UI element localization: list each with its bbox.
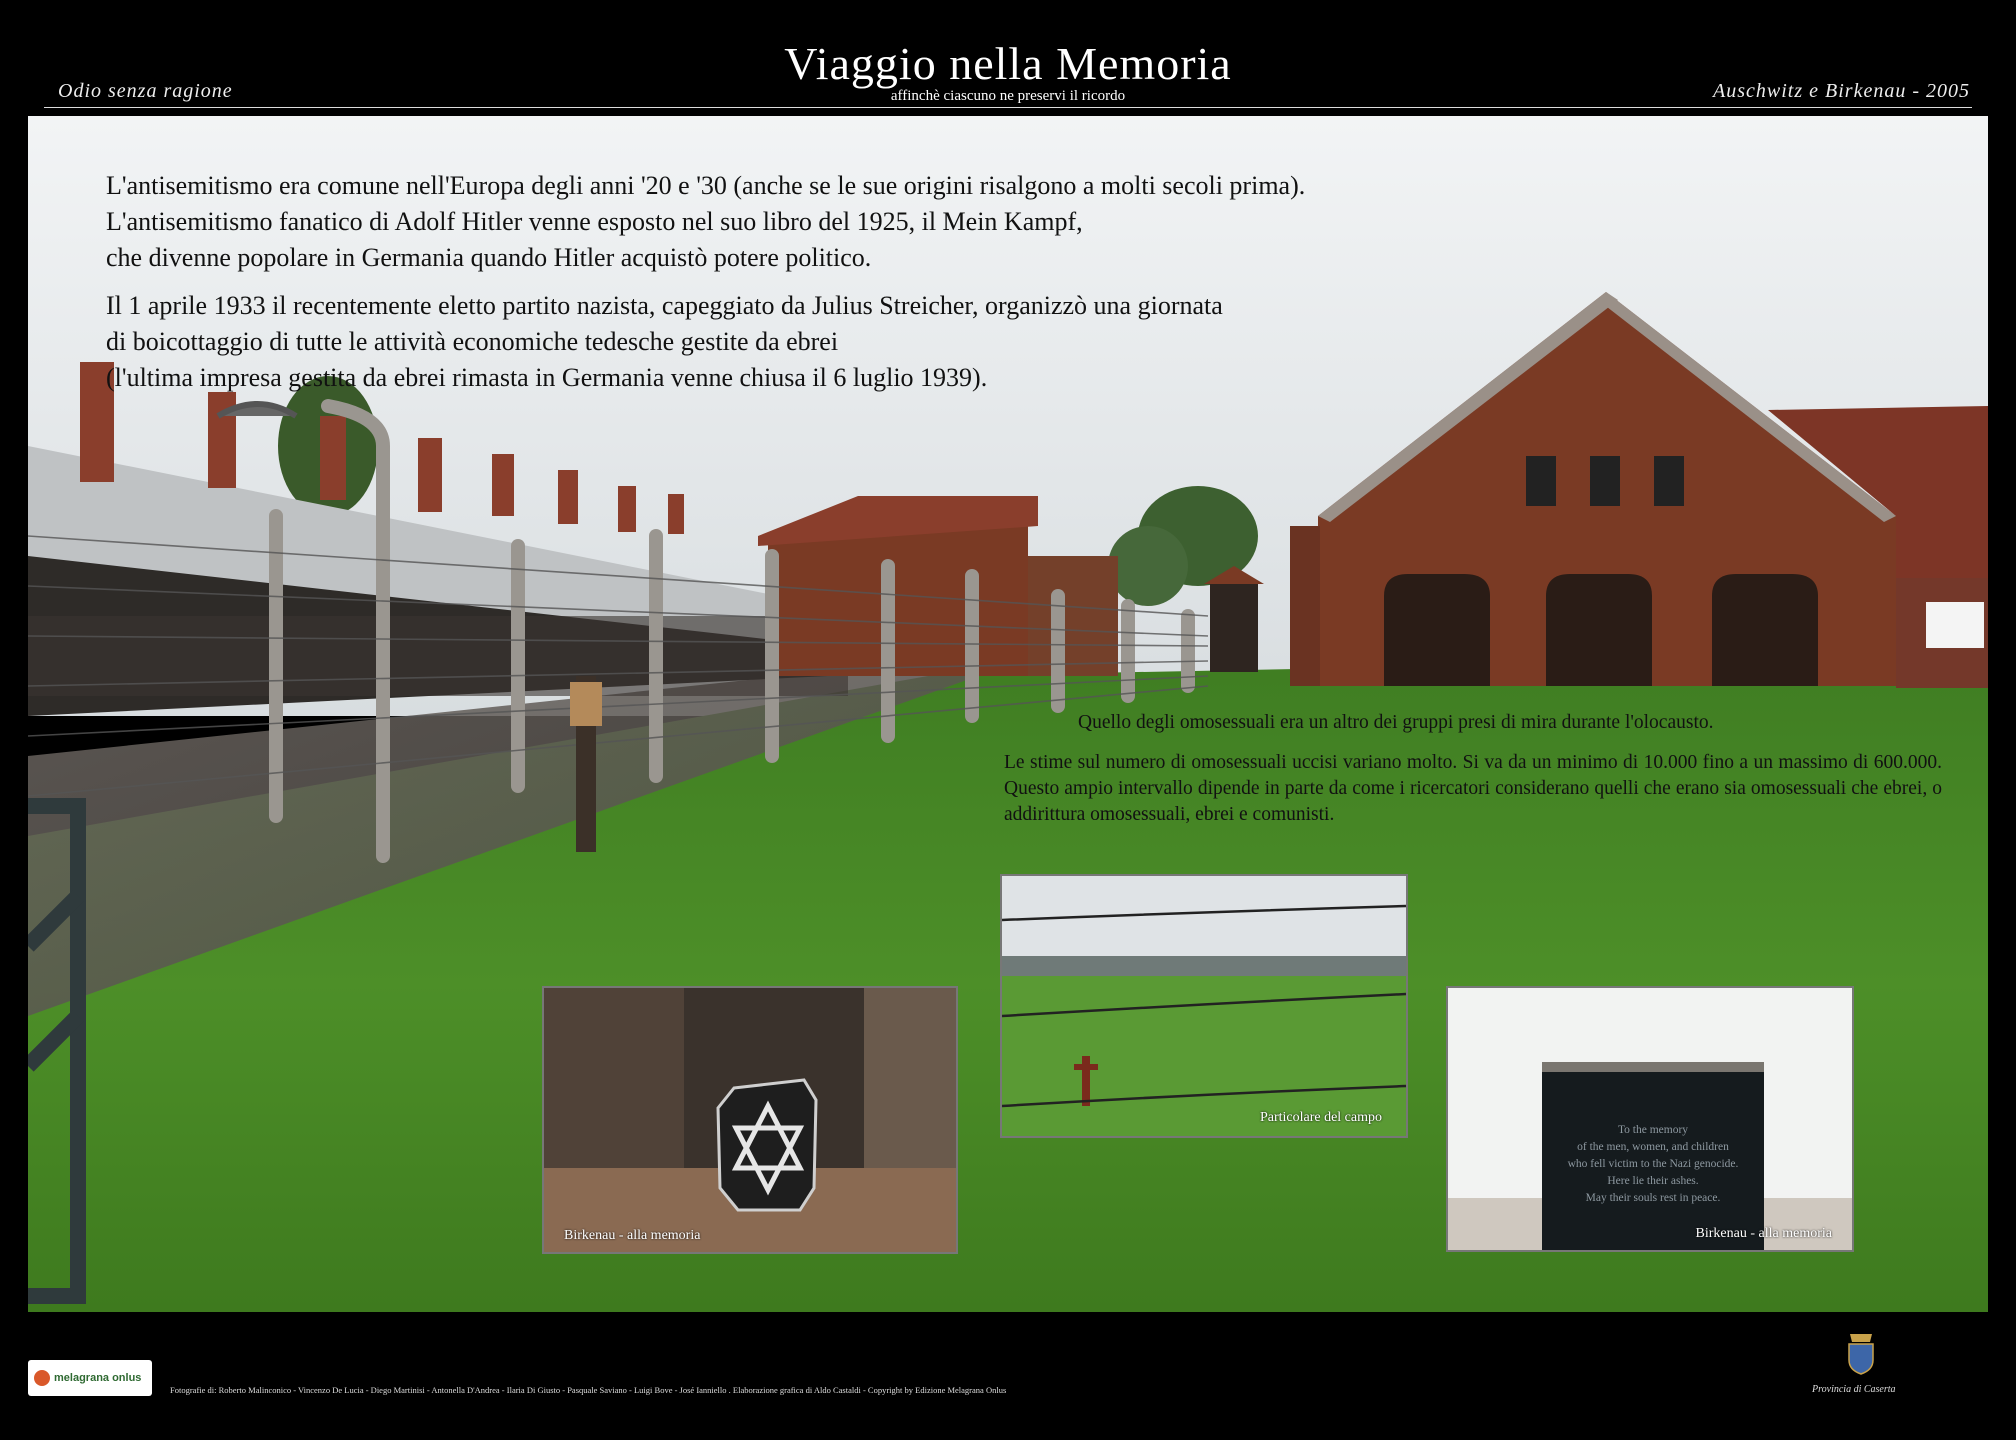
left-photo-caption: Birkenau - alla memoria [564,1228,701,1243]
memorial-plaque-illustration [1448,988,1852,1250]
right-tagline: Auschwitz e Birkenau - 2005 [1713,80,1970,102]
page-title: Viaggio nella Memoria [784,38,1232,89]
province-crest-icon [1846,1332,1876,1376]
left-tagline: Odio senza ragione [58,80,233,102]
barbed-wire-illustration [1002,876,1406,1136]
main-photo [28,116,1988,1312]
boycott-line: di boicottaggio di tutte le attività economiche tedesche gestite da ebrei [106,327,839,356]
intro-line: L'antisemitismo era comune nell'Europa degli anni '20 e '30 (anche se le sue origini risalgono a molti secoli prima). [106,171,1306,200]
logo-text: melagrana onlus [54,1372,142,1384]
center-photo-caption: Particolare del campo [1259,1110,1382,1125]
pomegranate-icon [34,1370,50,1386]
plaque-line: who fell victim to the Nazi genocide. [1567,1158,1739,1170]
header-divider [44,107,1972,108]
plaque-line: of the men, women, and children [1577,1141,1729,1153]
intro-paragraph [106,168,1305,276]
star-of-david-photo [542,986,958,1254]
right-photo-caption: Birkenau - alla memoria [1695,1226,1832,1241]
barbed-wire-photo [1000,874,1408,1138]
plaque-inscription [1542,1122,1764,1207]
plaque-line: May their souls rest in peace. [1585,1192,1721,1204]
intro-line: che divenne popolare in Germania quando Hitler acquistò potere politico. [106,243,872,272]
plaque-line: Here lie their ashes. [1607,1175,1699,1187]
boycott-line: Il 1 aprile 1933 il recentemente eletto partito nazista, capeggiato da Julius Streicher, organizzò una giornata [106,291,1223,320]
province-label: Provincia di Caserta [1812,1384,1896,1395]
memorial-plaque-photo [1446,986,1854,1252]
page-subtitle: affinchè ciascuno ne preservi il ricordo [890,88,1126,104]
boycott-paragraph [106,288,1223,396]
photo-credits: Fotografie di: Roberto Malinconico - Vincenzo De Lucia - Diego Martinisi - Antonella D'Andrea - Ilaria Di Giusto - Pasquale Saviano - Luigi Bove - José Ianniello . Elaborazione grafica di Aldo Castaldi - Copyright by Edizione Melagrana Onlus [170,1385,1007,1395]
melagrana-logo [28,1360,152,1396]
homosexuals-paragraph: Le stime sul numero di omosessuali uccisi variano molto. Si va da un minimo di 10.000 fino a un massimo di 600.000. Questo ampio intervallo dipende in parte da come i ricercatori considerano quelli che erano sia omosessuali che ebrei, o addirittura omosessuali, ebrei e comunisti. [1004,752,1942,825]
intro-line: L'antisemitismo fanatico di Adolf Hitler venne esposto nel suo libro del 1925, il Mein Kampf, [106,207,1083,236]
boycott-line: (l'ultima impresa gestita da ebrei rimasta in Germania venne chiusa il 6 luglio 1939). [106,363,988,392]
plaque-line: To the memory [1617,1124,1689,1136]
star-of-david-illustration [544,988,956,1252]
homosexuals-heading: Quello degli omosessuali era un altro dei gruppi presi di mira durante l'olocausto. [1078,712,1714,733]
